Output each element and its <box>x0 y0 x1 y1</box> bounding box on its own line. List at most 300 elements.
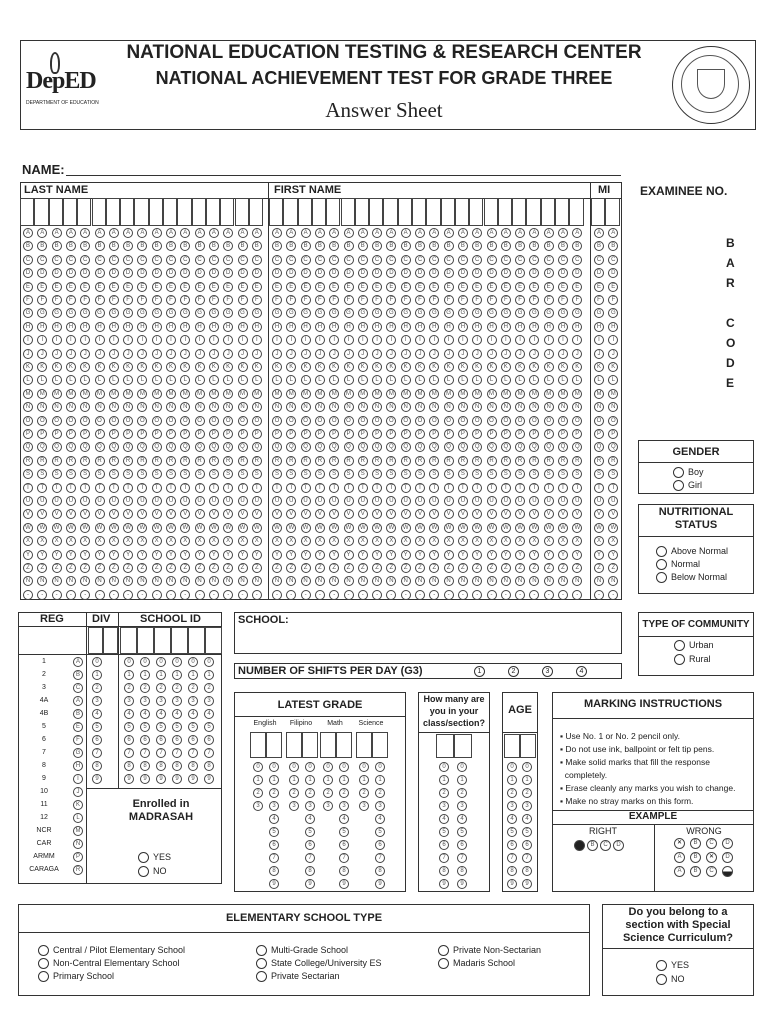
name-bubble-S[interactable]: S <box>572 469 582 479</box>
name-bubble-Q[interactable]: Q <box>487 442 497 452</box>
name-bubble-U[interactable]: U <box>429 496 439 506</box>
name-bubble-J[interactable]: J <box>329 349 339 359</box>
name-bubble-B[interactable]: B <box>80 241 90 251</box>
name-bubble-X[interactable]: X <box>386 536 396 546</box>
name-bubble-M[interactable]: M <box>594 389 604 399</box>
name-bubble-W[interactable]: W <box>80 523 90 533</box>
name-bubble-D[interactable]: D <box>358 268 368 278</box>
name-bubble-S[interactable]: S <box>23 469 33 479</box>
grade-bubble[interactable]: 9 <box>305 879 315 889</box>
name-bubble-B[interactable]: B <box>386 241 396 251</box>
name-bubble-O[interactable]: O <box>23 416 33 426</box>
name-bubble-F[interactable]: F <box>52 295 62 305</box>
name-bubble--[interactable]: - <box>109 590 119 600</box>
school-id-bubble[interactable]: 0 <box>124 657 134 667</box>
name-bubble-X[interactable]: X <box>429 536 439 546</box>
div-bubble[interactable]: 8 <box>92 761 102 771</box>
name-bubble-Ñ[interactable]: Ñ <box>209 576 219 586</box>
name-bubble-Ñ[interactable]: Ñ <box>315 576 325 586</box>
name-bubble-S[interactable]: S <box>238 469 248 479</box>
name-bubble-M[interactable]: M <box>372 389 382 399</box>
name-bubble-I[interactable]: I <box>558 335 568 345</box>
name-bubble-Q[interactable]: Q <box>52 442 62 452</box>
name-bubble-W[interactable]: W <box>344 523 354 533</box>
name-bubble-I[interactable]: I <box>209 335 219 345</box>
age-bubble[interactable]: 6 <box>522 840 532 850</box>
name-bubble-Ñ[interactable]: Ñ <box>529 576 539 586</box>
name-bubble--[interactable]: - <box>301 590 311 600</box>
name-bubble-A[interactable]: A <box>515 228 525 238</box>
school-id-cell[interactable] <box>137 627 154 654</box>
name-bubble-L[interactable]: L <box>458 375 468 385</box>
name-bubble-E[interactable]: E <box>458 282 468 292</box>
name-bubble-B[interactable]: B <box>501 241 511 251</box>
school-id-bubble[interactable]: 1 <box>172 670 182 680</box>
name-bubble-D[interactable]: D <box>137 268 147 278</box>
school-id-bubble[interactable]: 9 <box>172 774 182 784</box>
name-bubble-K[interactable]: K <box>515 362 525 372</box>
school-id-bubble[interactable]: 2 <box>172 683 182 693</box>
name-bubble-J[interactable]: J <box>301 349 311 359</box>
name-bubble-Y[interactable]: Y <box>272 550 282 560</box>
name-bubble-S[interactable]: S <box>415 469 425 479</box>
name-bubble--[interactable]: - <box>529 590 539 600</box>
name-bubble-K[interactable]: K <box>272 362 282 372</box>
name-bubble-N[interactable]: N <box>180 402 190 412</box>
name-bubble-A[interactable]: A <box>344 228 354 238</box>
name-bubble--[interactable]: - <box>458 590 468 600</box>
grade-bubble[interactable]: 7 <box>305 853 315 863</box>
name-bubble-U[interactable]: U <box>238 496 248 506</box>
name-bubble-K[interactable]: K <box>315 362 325 372</box>
name-bubble-R[interactable]: R <box>238 456 248 466</box>
name-bubble-Y[interactable]: Y <box>415 550 425 560</box>
grade-bubble[interactable]: 1 <box>339 775 349 785</box>
name-bubble--[interactable]: - <box>286 590 296 600</box>
grade-bubble[interactable]: 0 <box>339 762 349 772</box>
name-bubble-U[interactable]: U <box>544 496 554 506</box>
name-bubble-D[interactable]: D <box>301 268 311 278</box>
name-bubble-Y[interactable]: Y <box>386 550 396 560</box>
name-bubble-K[interactable]: K <box>372 362 382 372</box>
name-bubble-I[interactable]: I <box>544 335 554 345</box>
name-bubble-A[interactable]: A <box>458 228 468 238</box>
name-bubble-Z[interactable]: Z <box>415 563 425 573</box>
classsize-bubble[interactable]: 0 <box>457 762 467 772</box>
name-bubble-O[interactable]: O <box>301 416 311 426</box>
grade-bubble[interactable]: 8 <box>339 866 349 876</box>
nutrition-below-option[interactable]: Below Normal <box>656 572 727 583</box>
name-bubble-L[interactable]: L <box>487 375 497 385</box>
grade-bubble[interactable]: 6 <box>269 840 279 850</box>
name-bubble-C[interactable]: C <box>544 255 554 265</box>
name-bubble-Q[interactable]: Q <box>209 442 219 452</box>
name-bubble-V[interactable]: V <box>166 509 176 519</box>
name-bubble-O[interactable]: O <box>223 416 233 426</box>
name-bubble-X[interactable]: X <box>401 536 411 546</box>
name-bubble-V[interactable]: V <box>501 509 511 519</box>
name-bubble-P[interactable]: P <box>272 429 282 439</box>
name-bubble-W[interactable]: W <box>358 523 368 533</box>
name-bubble-D[interactable]: D <box>444 268 454 278</box>
school-id-bubble[interactable]: 1 <box>140 670 150 680</box>
classsize-cell[interactable] <box>454 734 472 758</box>
name-bubble-Q[interactable]: Q <box>515 442 525 452</box>
name-bubble-E[interactable]: E <box>95 282 105 292</box>
grade-bubble[interactable]: 2 <box>323 788 333 798</box>
name-bubble-P[interactable]: P <box>80 429 90 439</box>
name-bubble-H[interactable]: H <box>209 322 219 332</box>
name-bubble-S[interactable]: S <box>487 469 497 479</box>
name-bubble-B[interactable]: B <box>272 241 282 251</box>
name-bubble-A[interactable]: A <box>529 228 539 238</box>
name-bubble-R[interactable]: R <box>301 456 311 466</box>
name-bubble-J[interactable]: J <box>315 349 325 359</box>
school-box[interactable] <box>234 612 622 654</box>
name-bubble-R[interactable]: R <box>166 456 176 466</box>
name-bubble-L[interactable]: L <box>415 375 425 385</box>
name-bubble-G[interactable]: G <box>195 308 205 318</box>
name-bubble-C[interactable]: C <box>52 255 62 265</box>
name-bubble-K[interactable]: K <box>180 362 190 372</box>
name-bubble-T[interactable]: T <box>37 483 47 493</box>
name-bubble-O[interactable]: O <box>95 416 105 426</box>
name-bubble-X[interactable]: X <box>272 536 282 546</box>
name-cell[interactable] <box>235 198 249 226</box>
name-bubble-B[interactable]: B <box>594 241 604 251</box>
name-bubble-X[interactable]: X <box>209 536 219 546</box>
name-bubble-P[interactable]: P <box>137 429 147 439</box>
special-no-option[interactable]: NO <box>656 974 685 985</box>
name-bubble-L[interactable]: L <box>444 375 454 385</box>
name-bubble-C[interactable]: C <box>572 255 582 265</box>
name-bubble-Q[interactable]: Q <box>594 442 604 452</box>
age-bubble[interactable]: 4 <box>507 814 517 824</box>
name-cell[interactable] <box>555 198 569 226</box>
name-bubble-F[interactable]: F <box>415 295 425 305</box>
name-bubble-D[interactable]: D <box>608 268 618 278</box>
name-bubble-Y[interactable]: Y <box>594 550 604 560</box>
name-bubble-Q[interactable]: Q <box>95 442 105 452</box>
name-bubble-J[interactable]: J <box>472 349 482 359</box>
name-bubble--[interactable]: - <box>329 590 339 600</box>
classsize-bubble[interactable]: 0 <box>439 762 449 772</box>
name-bubble-A[interactable]: A <box>238 228 248 238</box>
name-bubble-Y[interactable]: Y <box>372 550 382 560</box>
name-cell[interactable] <box>512 198 526 226</box>
name-bubble-U[interactable]: U <box>137 496 147 506</box>
name-bubble-V[interactable]: V <box>152 509 162 519</box>
name-bubble-Y[interactable]: Y <box>401 550 411 560</box>
classsize-bubble[interactable]: 6 <box>439 840 449 850</box>
name-bubble-T[interactable]: T <box>152 483 162 493</box>
name-bubble-R[interactable]: R <box>180 456 190 466</box>
name-bubble-Z[interactable]: Z <box>529 563 539 573</box>
name-bubble-E[interactable]: E <box>286 282 296 292</box>
classsize-bubble[interactable]: 2 <box>439 788 449 798</box>
name-bubble-U[interactable]: U <box>458 496 468 506</box>
name-bubble--[interactable]: - <box>515 590 525 600</box>
name-bubble-S[interactable]: S <box>95 469 105 479</box>
name-bubble-A[interactable]: A <box>444 228 454 238</box>
classsize-bubble[interactable]: 1 <box>439 775 449 785</box>
name-bubble-X[interactable]: X <box>444 536 454 546</box>
name-bubble-D[interactable]: D <box>572 268 582 278</box>
name-bubble-S[interactable]: S <box>195 469 205 479</box>
name-bubble-U[interactable]: U <box>501 496 511 506</box>
name-bubble-Z[interactable]: Z <box>472 563 482 573</box>
name-bubble-B[interactable]: B <box>487 241 497 251</box>
name-bubble-S[interactable]: S <box>286 469 296 479</box>
community-rural-bubble[interactable] <box>674 654 685 665</box>
name-bubble-T[interactable]: T <box>444 483 454 493</box>
name-bubble-H[interactable]: H <box>544 322 554 332</box>
name-bubble-M[interactable]: M <box>209 389 219 399</box>
name-bubble-B[interactable]: B <box>315 241 325 251</box>
name-bubble-J[interactable]: J <box>487 349 497 359</box>
name-bubble-E[interactable]: E <box>23 282 33 292</box>
name-bubble-R[interactable]: R <box>272 456 282 466</box>
name-cell[interactable] <box>249 198 263 226</box>
name-bubble--[interactable]: - <box>238 590 248 600</box>
name-bubble-Y[interactable]: Y <box>329 550 339 560</box>
name-bubble-F[interactable]: F <box>472 295 482 305</box>
name-bubble-Y[interactable]: Y <box>238 550 248 560</box>
nutrition-above-option[interactable]: Above Normal <box>656 546 728 557</box>
name-bubble-J[interactable]: J <box>444 349 454 359</box>
name-bubble-B[interactable]: B <box>152 241 162 251</box>
name-bubble-K[interactable]: K <box>286 362 296 372</box>
name-bubble-T[interactable]: T <box>472 483 482 493</box>
name-bubble-T[interactable]: T <box>137 483 147 493</box>
grade-bubble[interactable]: 9 <box>339 879 349 889</box>
name-bubble-W[interactable]: W <box>372 523 382 533</box>
name-bubble-N[interactable]: N <box>23 402 33 412</box>
name-bubble-E[interactable]: E <box>487 282 497 292</box>
name-bubble-D[interactable]: D <box>372 268 382 278</box>
name-bubble-Ñ[interactable]: Ñ <box>572 576 582 586</box>
name-bubble-Ñ[interactable]: Ñ <box>37 576 47 586</box>
nutrition-below-bubble[interactable] <box>656 572 667 583</box>
name-bubble-U[interactable]: U <box>401 496 411 506</box>
name-bubble-F[interactable]: F <box>301 295 311 305</box>
name-bubble-N[interactable]: N <box>301 402 311 412</box>
name-bubble-A[interactable]: A <box>544 228 554 238</box>
grade-bubble[interactable]: 6 <box>339 840 349 850</box>
name-bubble-G[interactable]: G <box>515 308 525 318</box>
name-bubble-V[interactable]: V <box>458 509 468 519</box>
name-bubble-R[interactable]: R <box>415 456 425 466</box>
name-bubble-P[interactable]: P <box>429 429 439 439</box>
name-bubble-V[interactable]: V <box>23 509 33 519</box>
name-bubble-J[interactable]: J <box>594 349 604 359</box>
name-bubble-K[interactable]: K <box>329 362 339 372</box>
name-bubble-O[interactable]: O <box>286 416 296 426</box>
name-bubble-D[interactable]: D <box>458 268 468 278</box>
name-bubble-D[interactable]: D <box>180 268 190 278</box>
name-bubble-Y[interactable]: Y <box>195 550 205 560</box>
school-id-bubble[interactable]: 6 <box>172 735 182 745</box>
name-bubble-B[interactable]: B <box>472 241 482 251</box>
name-bubble-C[interactable]: C <box>501 255 511 265</box>
name-bubble-O[interactable]: O <box>329 416 339 426</box>
name-bubble-B[interactable]: B <box>95 241 105 251</box>
elem-primary-bubble[interactable] <box>38 971 49 982</box>
name-bubble-D[interactable]: D <box>166 268 176 278</box>
name-bubble-C[interactable]: C <box>487 255 497 265</box>
name-bubble-D[interactable]: D <box>66 268 76 278</box>
name-bubble-A[interactable]: A <box>152 228 162 238</box>
name-bubble-S[interactable]: S <box>152 469 162 479</box>
name-bubble-P[interactable]: P <box>209 429 219 439</box>
name-bubble-L[interactable]: L <box>209 375 219 385</box>
name-bubble-T[interactable]: T <box>329 483 339 493</box>
name-bubble-C[interactable]: C <box>238 255 248 265</box>
name-bubble-N[interactable]: N <box>401 402 411 412</box>
name-bubble-H[interactable]: H <box>180 322 190 332</box>
name-bubble-J[interactable]: J <box>501 349 511 359</box>
name-bubble-Ñ[interactable]: Ñ <box>401 576 411 586</box>
grade-bubble[interactable]: 9 <box>375 879 385 889</box>
name-bubble-I[interactable]: I <box>23 335 33 345</box>
name-bubble-K[interactable]: K <box>252 362 262 372</box>
name-bubble-V[interactable]: V <box>109 509 119 519</box>
name-bubble-E[interactable]: E <box>544 282 554 292</box>
name-bubble-B[interactable]: B <box>329 241 339 251</box>
name-bubble-X[interactable]: X <box>52 536 62 546</box>
name-bubble-N[interactable]: N <box>594 402 604 412</box>
name-bubble-V[interactable]: V <box>66 509 76 519</box>
name-bubble-V[interactable]: V <box>195 509 205 519</box>
name-bubble-K[interactable]: K <box>558 362 568 372</box>
name-bubble-H[interactable]: H <box>415 322 425 332</box>
name-bubble-G[interactable]: G <box>458 308 468 318</box>
name-bubble-C[interactable]: C <box>152 255 162 265</box>
name-bubble-O[interactable]: O <box>572 416 582 426</box>
div-bubble[interactable]: 9 <box>92 774 102 784</box>
name-bubble-E[interactable]: E <box>329 282 339 292</box>
grade-cell[interactable] <box>356 732 372 758</box>
name-bubble-G[interactable]: G <box>152 308 162 318</box>
name-bubble-T[interactable]: T <box>209 483 219 493</box>
name-bubble-J[interactable]: J <box>415 349 425 359</box>
elem-madaris-option[interactable]: Madaris School <box>438 958 515 969</box>
name-bubble-L[interactable]: L <box>166 375 176 385</box>
name-bubble-K[interactable]: K <box>209 362 219 372</box>
name-bubble-T[interactable]: T <box>415 483 425 493</box>
school-id-cell[interactable] <box>205 627 222 654</box>
name-bubble-I[interactable]: I <box>286 335 296 345</box>
name-bubble-W[interactable]: W <box>66 523 76 533</box>
name-bubble-G[interactable]: G <box>301 308 311 318</box>
name-bubble-U[interactable]: U <box>487 496 497 506</box>
name-bubble-X[interactable]: X <box>487 536 497 546</box>
name-bubble-R[interactable]: R <box>444 456 454 466</box>
name-bubble-D[interactable]: D <box>80 268 90 278</box>
name-bubble-P[interactable]: P <box>529 429 539 439</box>
name-bubble-W[interactable]: W <box>329 523 339 533</box>
name-bubble-B[interactable]: B <box>137 241 147 251</box>
name-bubble-S[interactable]: S <box>358 469 368 479</box>
name-bubble-C[interactable]: C <box>23 255 33 265</box>
madrasah-yes-bubble[interactable] <box>138 852 149 863</box>
age-bubble[interactable]: 1 <box>507 775 517 785</box>
school-id-bubble[interactable]: 5 <box>124 722 134 732</box>
name-bubble-C[interactable]: C <box>529 255 539 265</box>
name-bubble-T[interactable]: T <box>109 483 119 493</box>
name-bubble-K[interactable]: K <box>444 362 454 372</box>
name-bubble-X[interactable]: X <box>37 536 47 546</box>
name-bubble-F[interactable]: F <box>195 295 205 305</box>
name-bubble-E[interactable]: E <box>386 282 396 292</box>
name-bubble-Ñ[interactable]: Ñ <box>286 576 296 586</box>
name-bubble-R[interactable]: R <box>501 456 511 466</box>
name-bubble-H[interactable]: H <box>152 322 162 332</box>
grade-bubble[interactable]: 6 <box>375 840 385 850</box>
name-bubble-M[interactable]: M <box>529 389 539 399</box>
name-bubble-G[interactable]: G <box>529 308 539 318</box>
age-cell[interactable] <box>504 734 520 758</box>
name-bubble-N[interactable]: N <box>358 402 368 412</box>
name-bubble-B[interactable]: B <box>209 241 219 251</box>
div-cell[interactable] <box>88 627 103 654</box>
name-bubble-C[interactable]: C <box>252 255 262 265</box>
name-bubble-P[interactable]: P <box>66 429 76 439</box>
name-bubble-U[interactable]: U <box>608 496 618 506</box>
name-bubble-Y[interactable]: Y <box>166 550 176 560</box>
name-bubble-K[interactable]: K <box>529 362 539 372</box>
name-bubble-K[interactable]: K <box>487 362 497 372</box>
name-bubble-C[interactable]: C <box>472 255 482 265</box>
name-bubble-Q[interactable]: Q <box>444 442 454 452</box>
age-bubble[interactable]: 7 <box>507 853 517 863</box>
name-bubble-G[interactable]: G <box>252 308 262 318</box>
name-cell[interactable] <box>134 198 148 226</box>
name-bubble-P[interactable]: P <box>358 429 368 439</box>
name-bubble-T[interactable]: T <box>515 483 525 493</box>
name-bubble-F[interactable]: F <box>386 295 396 305</box>
name-bubble-F[interactable]: F <box>180 295 190 305</box>
name-bubble-E[interactable]: E <box>223 282 233 292</box>
name-bubble-X[interactable]: X <box>223 536 233 546</box>
name-bubble-A[interactable]: A <box>80 228 90 238</box>
name-bubble-H[interactable]: H <box>137 322 147 332</box>
name-bubble-U[interactable]: U <box>472 496 482 506</box>
grade-bubble[interactable]: 1 <box>359 775 369 785</box>
name-bubble-F[interactable]: F <box>344 295 354 305</box>
name-bubble-S[interactable]: S <box>444 469 454 479</box>
name-bubble-X[interactable]: X <box>544 536 554 546</box>
name-bubble-C[interactable]: C <box>195 255 205 265</box>
name-bubble-X[interactable]: X <box>123 536 133 546</box>
name-bubble-H[interactable]: H <box>386 322 396 332</box>
elem-noncentral-bubble[interactable] <box>38 958 49 969</box>
name-bubble--[interactable]: - <box>487 590 497 600</box>
name-bubble-S[interactable]: S <box>401 469 411 479</box>
name-bubble--[interactable]: - <box>344 590 354 600</box>
name-bubble-B[interactable]: B <box>429 241 439 251</box>
name-bubble-R[interactable]: R <box>544 456 554 466</box>
name-bubble-T[interactable]: T <box>52 483 62 493</box>
name-bubble-W[interactable]: W <box>252 523 262 533</box>
name-bubble-G[interactable]: G <box>558 308 568 318</box>
name-bubble-I[interactable]: I <box>358 335 368 345</box>
name-bubble-I[interactable]: I <box>301 335 311 345</box>
name-bubble-B[interactable]: B <box>458 241 468 251</box>
name-cell[interactable] <box>541 198 555 226</box>
name-bubble-K[interactable]: K <box>166 362 176 372</box>
name-bubble-J[interactable]: J <box>137 349 147 359</box>
